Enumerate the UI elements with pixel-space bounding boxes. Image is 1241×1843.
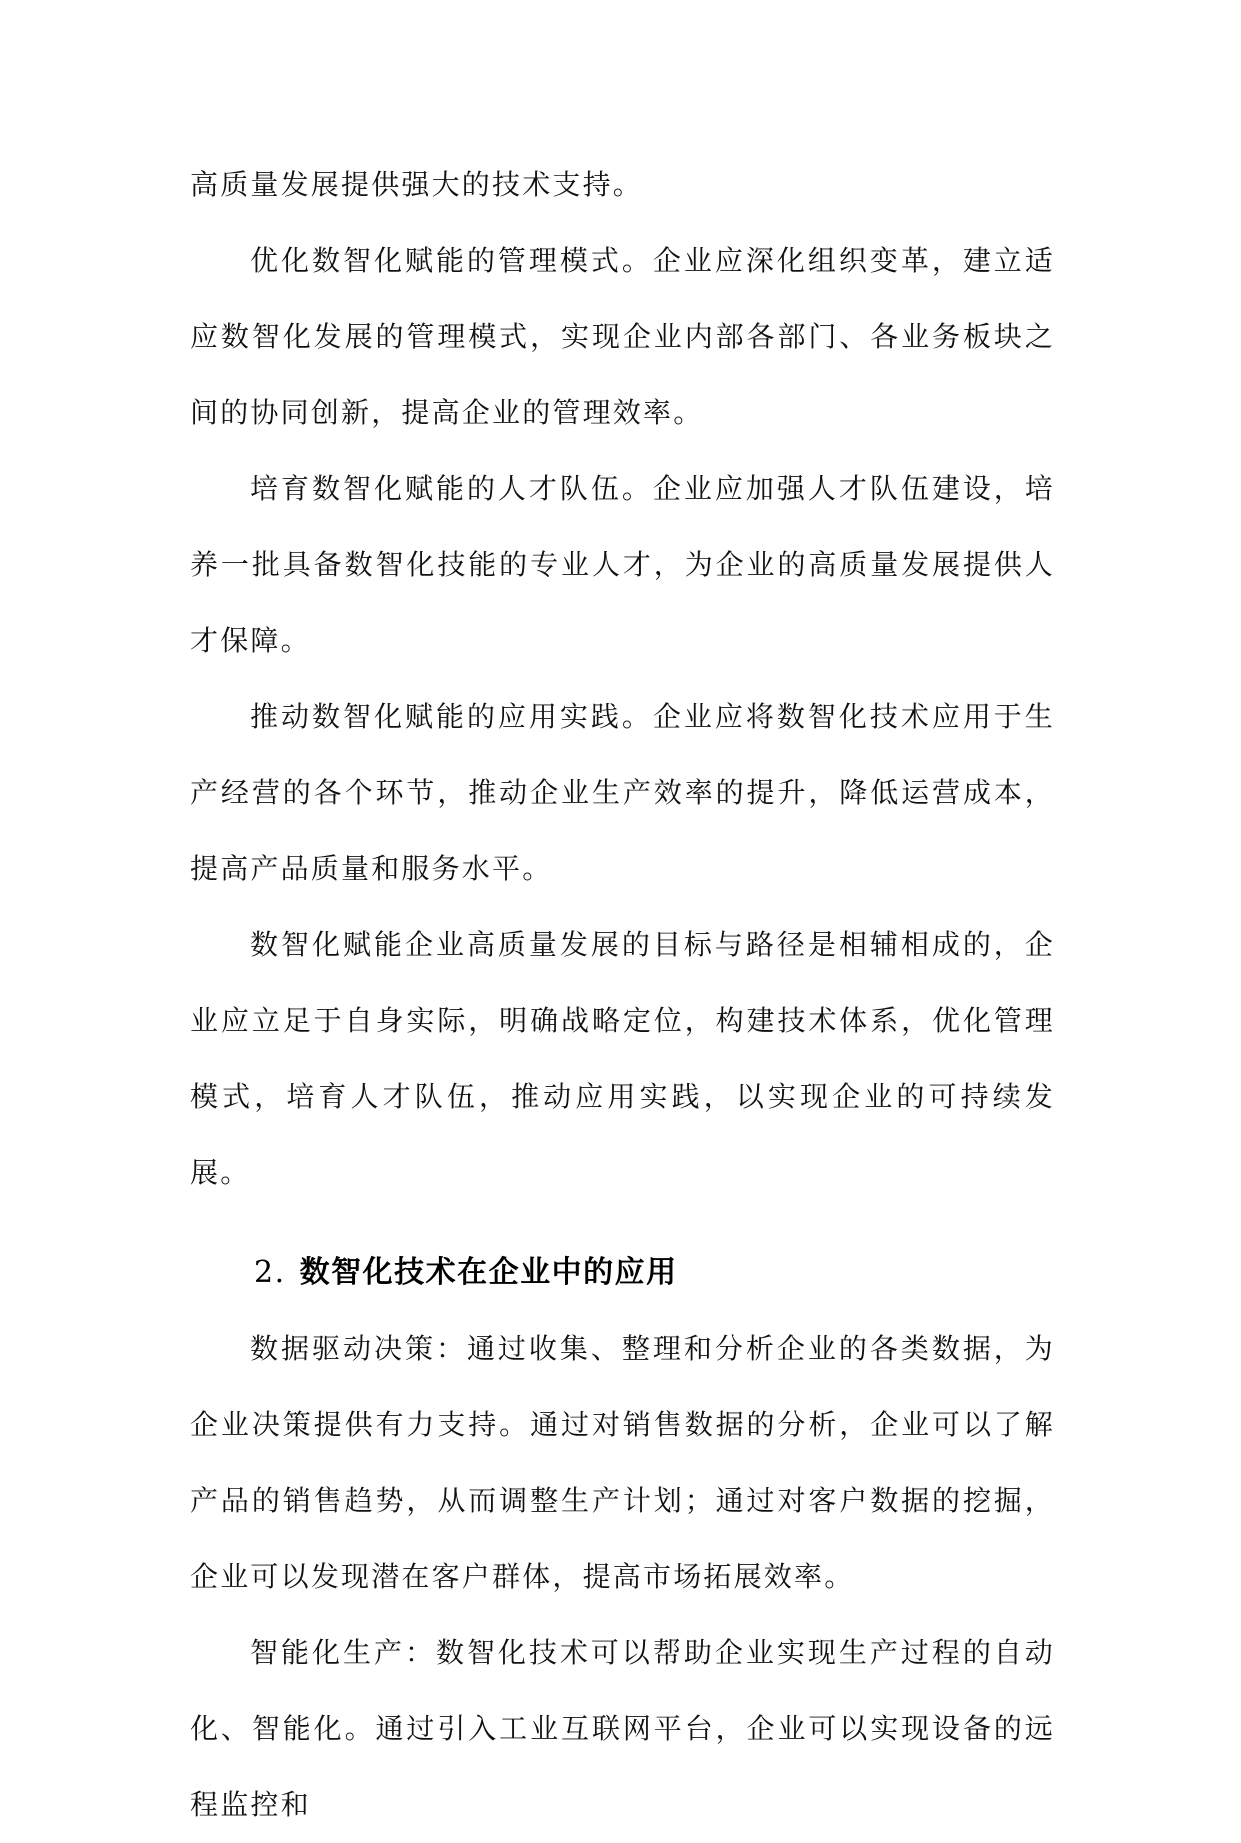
section-title: 数智化技术在企业中的应用 (299, 1255, 678, 1290)
paragraph-data-driven-decision: 数据驱动决策：通过收集、整理和分析企业的各类数据，为企业决策提供有力支持。通过对销售数据的分析，企业可以了解产品的销售趋势，从而调整生产计划；通过对客户数据的挖掘，企业可以发现潜在客户群体，提高市场拓展效率。 (190, 1332, 1055, 1593)
section-heading (190, 1235, 1055, 1311)
paragraph-intelligent-production: 智能化生产：数智化技术可以帮助企业实现生产过程的自动化、智能化。通过引入工业互联网平台，企业可以实现设备的远程监控和 (190, 1636, 1055, 1821)
paragraph-summary: 数智化赋能企业高质量发展的目标与路径是相辅相成的，企业应立足于自身实际，明确战略定位，构建技术体系，优化管理模式，培育人才队伍，推动应用实践，以实现企业的可持续发展。 (190, 928, 1055, 1189)
paragraph-application-practice: 推动数智化赋能的应用实践。企业应将数智化技术应用于生产经营的各个环节，推动企业生产效率的提升，降低运营成本，提高产品质量和服务水平。 (190, 700, 1055, 885)
paragraph-management-model: 优化数智化赋能的管理模式。企业应深化组织变革，建立适应数智化发展的管理模式，实现企业内部各部门、各业务板块之间的协同创新，提高企业的管理效率。 (190, 244, 1055, 429)
paragraph-talent-team: 培育数智化赋能的人才队伍。企业应加强人才队伍建设，培养一批具备数智化技能的专业人才，为企业的高质量发展提供人才保障。 (190, 472, 1055, 657)
section-number: 2. (254, 1255, 286, 1290)
paragraph-continuation: 高质量发展提供强大的技术支持。 (190, 168, 644, 201)
document-body (190, 147, 1055, 1843)
